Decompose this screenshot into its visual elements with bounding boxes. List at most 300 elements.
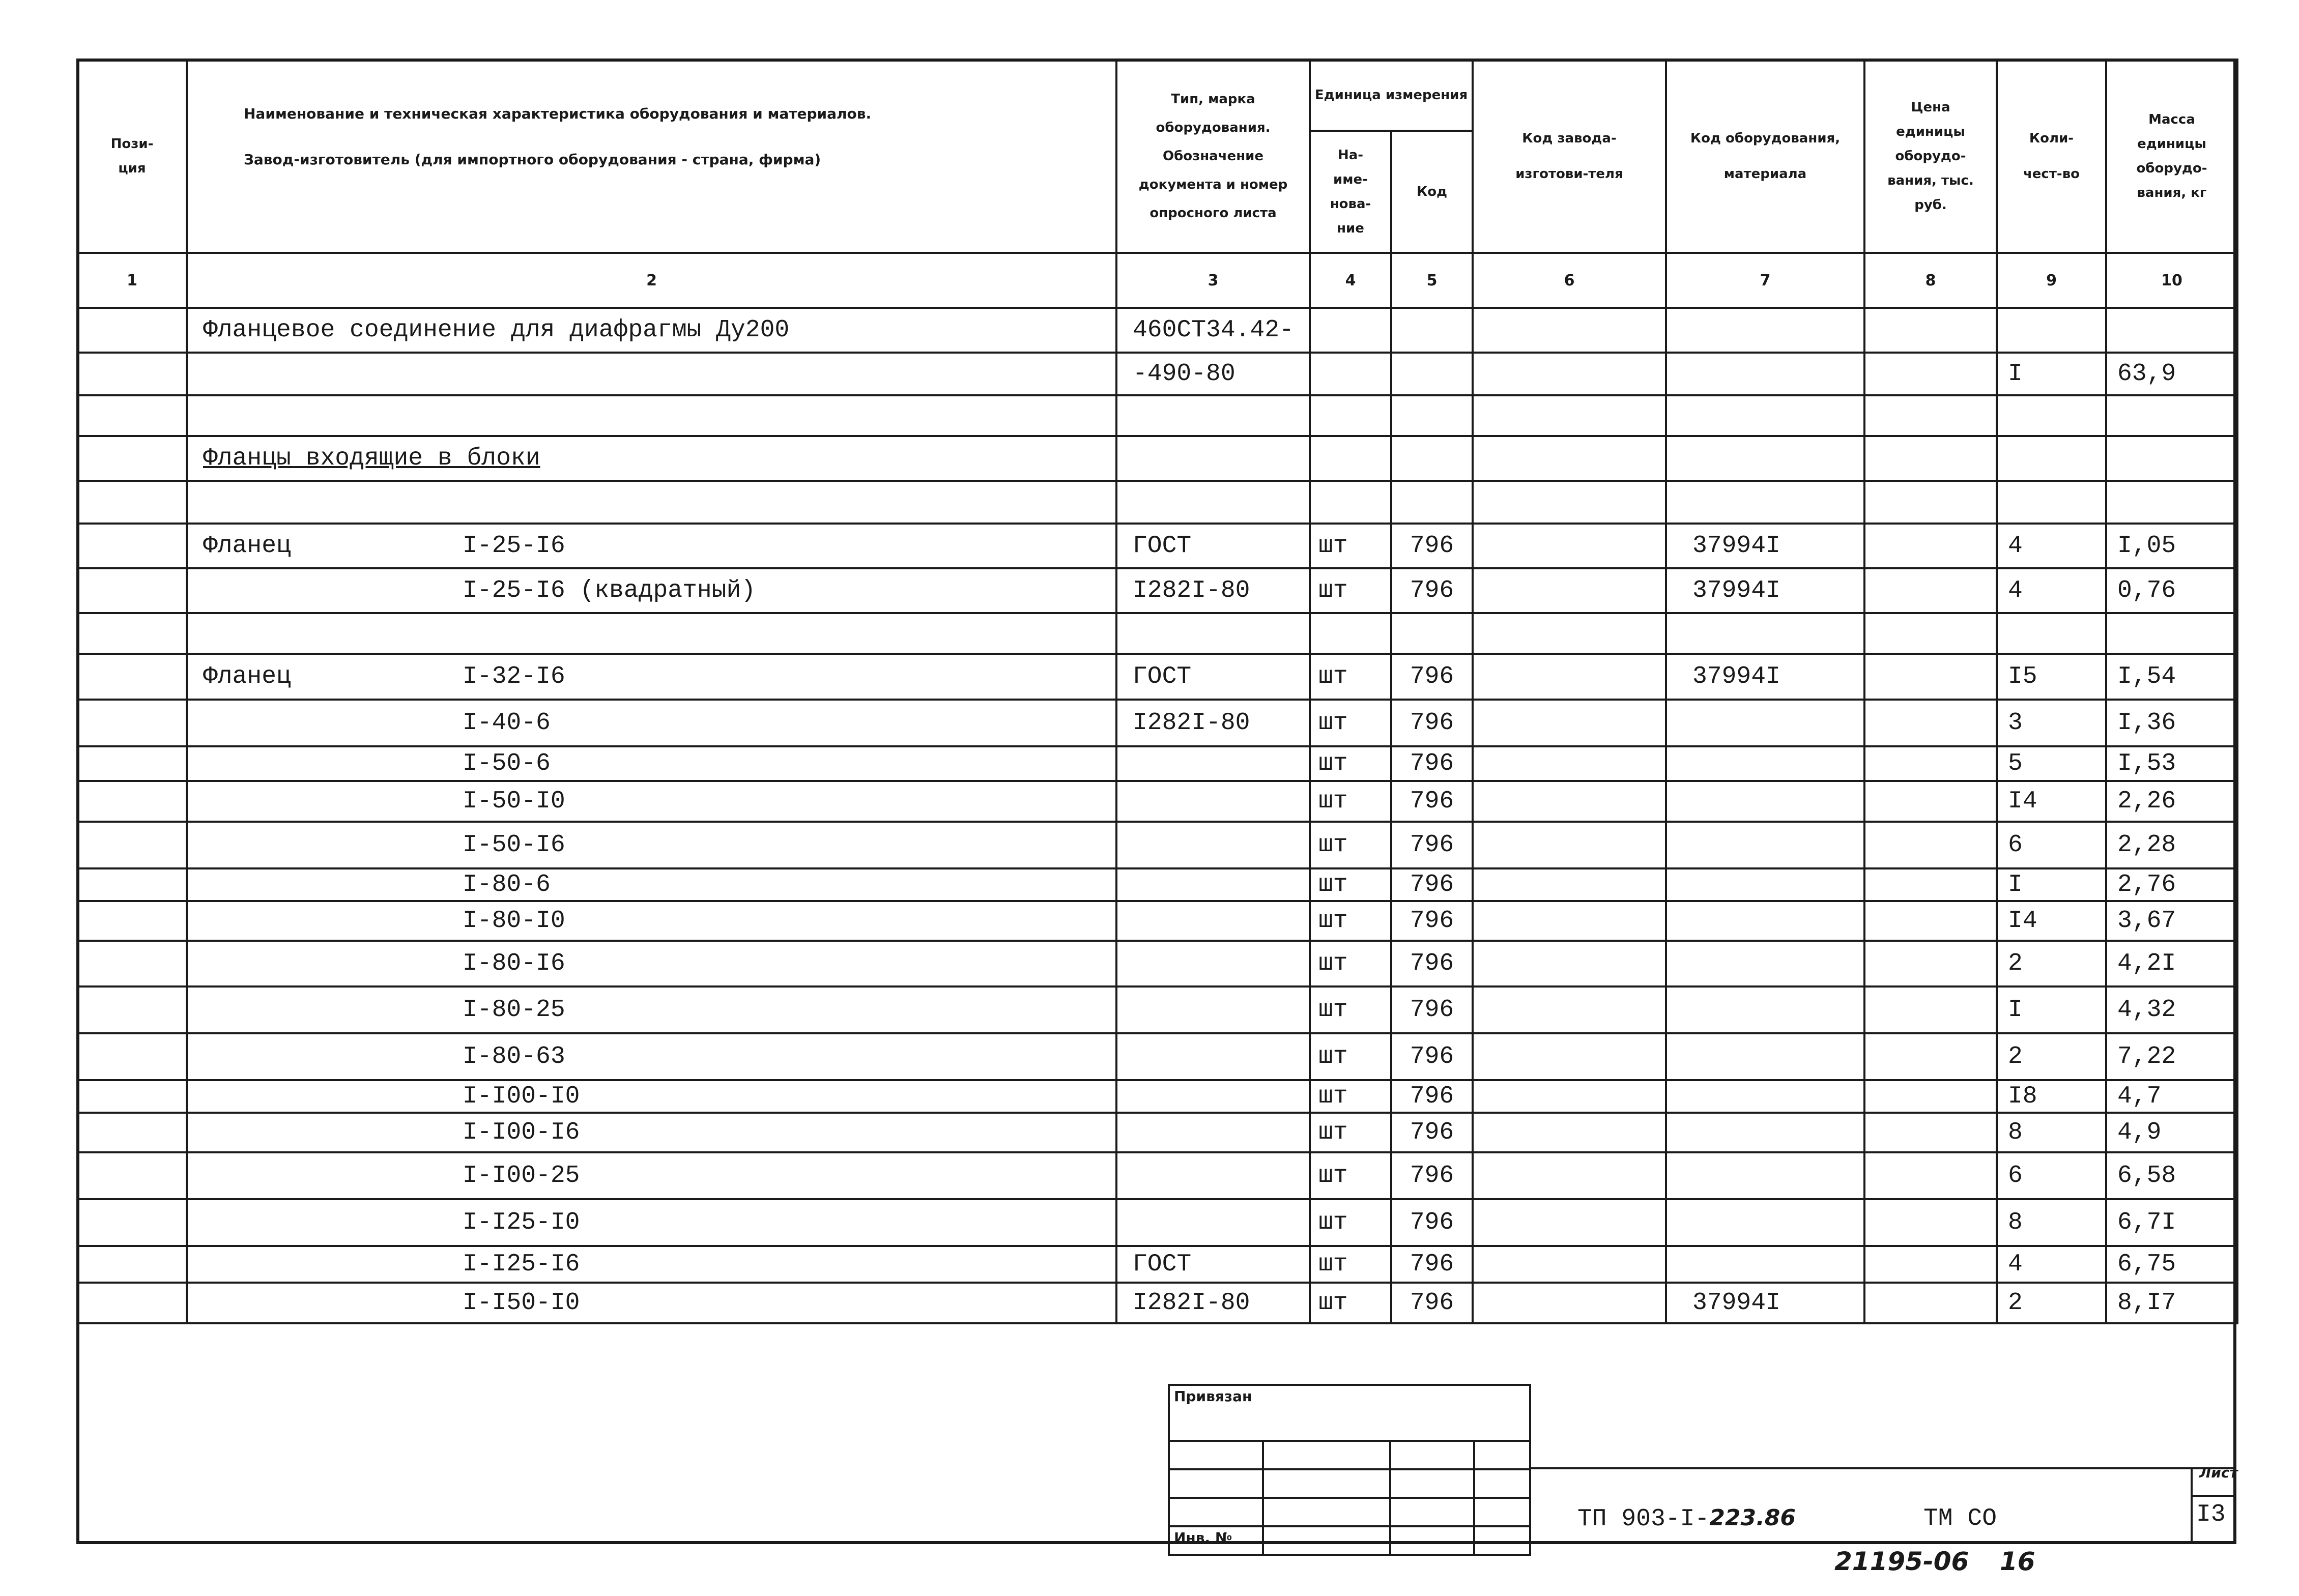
cell-pos [77,1080,187,1113]
cell-equip [1666,436,1864,481]
cell-pos [77,1033,187,1080]
cell-pos [77,700,187,746]
sheet-cell-line [2191,1495,2236,1497]
header-name-line1: Наименование и техническая характеристика оборудования и материалов. [244,105,872,122]
document-handwritten: 223.86 [1709,1505,1796,1531]
cell-type [1116,868,1310,901]
cell-price [1864,986,1997,1033]
cell-type [1116,613,1310,654]
cell-mass [2106,395,2237,436]
bound-label: Привязан [1169,1385,1530,1441]
cell-equip: 37994I [1666,524,1864,568]
cell-price [1864,613,1997,654]
sheet-label: Лист [2199,1464,2238,1481]
cell-price [1864,746,1997,781]
cell-qty: 8 [1997,1199,2106,1246]
cell-plant [1473,901,1666,941]
cell-equip [1666,613,1864,654]
cell-unit [1310,481,1391,524]
cell-name [187,1199,1116,1246]
cell-unit: шт [1310,986,1391,1033]
header-mass: Масса единицы оборудо-вания, кг [2106,60,2237,253]
cell-equip [1666,481,1864,524]
cell-name-designation: I-80-I0 [463,907,565,935]
cell-type: ГОСТ [1116,524,1310,568]
cell-code: 796 [1391,1199,1473,1246]
cell-unit: шт [1310,1113,1391,1152]
table-row [77,524,2237,568]
cell-code: 796 [1391,781,1473,822]
table-row [77,1033,2237,1080]
cell-type [1116,1033,1310,1080]
cell-name-designation: I-I00-I6 [463,1119,580,1146]
cell-name [187,986,1116,1033]
cell-mass: 3,67 [2106,901,2237,941]
cell-unit: шт [1310,868,1391,901]
cell-plant [1473,436,1666,481]
cell-pos [77,986,187,1033]
cell-mass [2106,308,2237,353]
cell-price [1864,1113,1997,1152]
table-row [77,1080,2237,1113]
cell-qty [1997,481,2106,524]
cell-name-main: Фланцы входящие в блоки [203,445,540,472]
cell-qty [1997,395,2106,436]
cell-plant [1473,308,1666,353]
cell-name [187,1033,1116,1080]
cell-unit: шт [1310,1152,1391,1199]
cell-name-main: Фланцевое соединение для диафрагмы Ду200 [203,316,790,344]
cell-code: 796 [1391,941,1473,986]
cell-price [1864,700,1997,746]
cell-code: 796 [1391,822,1473,868]
cell-qty [1997,613,2106,654]
cell-pos [77,1283,187,1323]
cell-code [1391,436,1473,481]
cell-code [1391,353,1473,395]
cell-name [187,868,1116,901]
cell-equip [1666,941,1864,986]
cell-mass: 4,32 [2106,986,2237,1033]
table-row [77,654,2237,700]
document-number [1577,1505,1796,1533]
cell-code: 796 [1391,654,1473,700]
cell-name [187,481,1116,524]
binding-stamp [1168,1384,1531,1556]
cell-pos [77,1113,187,1152]
cell-code [1391,481,1473,524]
cell-name [187,941,1116,986]
table-row [77,941,2237,986]
cell-name-designation: I-80-6 [463,871,551,898]
table-row [77,700,2237,746]
cell-type [1116,436,1310,481]
cell-plant [1473,822,1666,868]
cell-unit: шт [1310,1283,1391,1323]
cell-name-designation: I-40-6 [463,709,551,737]
cell-code [1391,308,1473,353]
cell-type [1116,395,1310,436]
cell-plant [1473,781,1666,822]
column-number: 6 [1473,253,1666,308]
cell-equip [1666,868,1864,901]
cell-unit: шт [1310,1246,1391,1283]
cell-plant [1473,481,1666,524]
cell-pos [77,941,187,986]
cell-plant [1473,700,1666,746]
cell-name [187,1246,1116,1283]
cell-qty: I [1997,353,2106,395]
cell-name-designation: I-25-I6 (квадратный) [463,577,756,604]
column-number: 8 [1864,253,1997,308]
header-quantity: Коли-чест-во [1997,60,2106,253]
cell-name-designation: I-50-I6 [463,831,565,859]
cell-pos [77,901,187,941]
cell-type [1116,1113,1310,1152]
cell-price [1864,353,1997,395]
table-row [77,481,2237,524]
cell-mass: 6,75 [2106,1246,2237,1283]
cell-mass: 7,22 [2106,1033,2237,1080]
cell-equip [1666,1152,1864,1199]
cell-qty [1997,308,2106,353]
cell-name [187,822,1116,868]
cell-unit: шт [1310,822,1391,868]
cell-mass: 4,9 [2106,1113,2237,1152]
table-row [77,1152,2237,1199]
table-row [77,781,2237,822]
cell-qty: I4 [1997,781,2106,822]
cell-qty: 4 [1997,568,2106,613]
cell-code: 796 [1391,868,1473,901]
cell-unit: шт [1310,901,1391,941]
cell-mass: 0,76 [2106,568,2237,613]
header-equipment-code: Код оборудования, материала [1666,60,1864,253]
cell-qty: 5 [1997,746,2106,781]
cell-mass: 2,76 [2106,868,2237,901]
cell-code: 796 [1391,568,1473,613]
cell-code: 796 [1391,1283,1473,1323]
cell-unit [1310,613,1391,654]
column-number: 4 [1310,253,1391,308]
cell-pos [77,1199,187,1246]
header-price: Цена единицы оборудо-вания, тыс. руб. [1864,60,1997,253]
cell-plant [1473,1080,1666,1113]
cell-name [187,1113,1116,1152]
cell-name-designation: I-25-I6 [463,532,565,560]
column-number: 7 [1666,253,1864,308]
cell-pos [77,746,187,781]
cell-price [1864,395,1997,436]
cell-pos [77,568,187,613]
cell-plant [1473,524,1666,568]
cell-name [187,613,1116,654]
cell-pos [77,781,187,822]
cell-name [187,1152,1116,1199]
sheet-number: I3 [2196,1501,2226,1528]
header-plant-code: Код завода-изготови-теля [1473,60,1666,253]
cell-plant [1473,1152,1666,1199]
cell-name [187,654,1116,700]
cell-name [187,700,1116,746]
cell-pos [77,436,187,481]
cell-type: I282I-80 [1116,568,1310,613]
column-number: 2 [187,253,1116,308]
cell-price [1864,822,1997,868]
title-block-top-line [1529,1467,2236,1469]
cell-equip [1666,986,1864,1033]
cell-code [1391,395,1473,436]
cell-mass: 63,9 [2106,353,2237,395]
column-number: 5 [1391,253,1473,308]
cell-name-designation: I-80-25 [463,996,565,1024]
cell-price [1864,1080,1997,1113]
cell-unit [1310,395,1391,436]
cell-code: 796 [1391,1113,1473,1152]
cell-name [187,746,1116,781]
cell-pos [77,524,187,568]
cell-qty: 4 [1997,524,2106,568]
cell-pos [77,353,187,395]
cell-mass [2106,613,2237,654]
cell-qty: 8 [1997,1113,2106,1152]
cell-mass: 2,26 [2106,781,2237,822]
cell-price [1864,524,1997,568]
cell-equip [1666,353,1864,395]
cell-type: 460СТ34.42- [1116,308,1310,353]
cell-qty: 2 [1997,1283,2106,1323]
cell-type [1116,1080,1310,1113]
cell-price [1864,1246,1997,1283]
inv-label: Инв. № [1169,1526,1263,1555]
column-number: 9 [1997,253,2106,308]
cell-mass: I,05 [2106,524,2237,568]
cell-code: 796 [1391,986,1473,1033]
column-number: 3 [1116,253,1310,308]
cell-unit [1310,353,1391,395]
table-row [77,986,2237,1033]
cell-qty: I [1997,868,2106,901]
document-prefix: ТП 903-I- [1577,1505,1710,1533]
archive-number: 21195-06 [1834,1547,1969,1576]
cell-pos [77,613,187,654]
cell-pos [77,1152,187,1199]
table-row [77,308,2237,353]
cell-name-main: Фланец [203,532,291,560]
header-name-line2: Завод-изготовитель (для импортного оборудования - страна, фирма) [244,151,821,168]
cell-unit: шт [1310,654,1391,700]
table-row [77,1199,2237,1246]
cell-type: ГОСТ [1116,1246,1310,1283]
cell-price [1864,1152,1997,1199]
cell-type [1116,746,1310,781]
table-row [77,1283,2237,1323]
table-row [77,395,2237,436]
cell-price [1864,1033,1997,1080]
cell-mass [2106,436,2237,481]
cell-type [1116,986,1310,1033]
cell-equip: 37994I [1666,568,1864,613]
cell-code: 796 [1391,700,1473,746]
cell-name [187,901,1116,941]
cell-price [1864,1283,1997,1323]
cell-unit: шт [1310,1199,1391,1246]
cell-mass: I,54 [2106,654,2237,700]
cell-equip [1666,1033,1864,1080]
cell-mass: 4,2I [2106,941,2237,986]
cell-price [1864,781,1997,822]
cell-name [187,524,1116,568]
header-unit-name: На-име-нова-ние [1310,131,1391,253]
table-row [77,568,2237,613]
cell-name-designation: I-50-6 [463,750,551,777]
cell-name-designation: I-I25-I6 [463,1251,580,1278]
cell-equip [1666,822,1864,868]
cell-mass: 4,7 [2106,1080,2237,1113]
cell-qty [1997,436,2106,481]
table-row [77,901,2237,941]
cell-name-designation: I-80-63 [463,1043,565,1070]
cell-name [187,781,1116,822]
header-type: Тип, марка оборудования. Обозначение документа и номер опросного листа [1116,60,1310,253]
cell-name [187,308,1116,353]
cell-qty: 3 [1997,700,2106,746]
cell-equip: 37994I [1666,654,1864,700]
cell-price [1864,941,1997,986]
cell-code [1391,613,1473,654]
header-position: Пози- ция [77,60,187,253]
cell-plant [1473,1283,1666,1323]
table-row [77,1113,2237,1152]
header-unit-code: Код [1391,131,1473,253]
cell-plant [1473,746,1666,781]
cell-code: 796 [1391,524,1473,568]
cell-type [1116,1152,1310,1199]
cell-plant [1473,353,1666,395]
table-row [77,436,2237,481]
cell-plant [1473,941,1666,986]
cell-name [187,1283,1116,1323]
cell-equip [1666,1246,1864,1283]
cell-qty: 4 [1997,1246,2106,1283]
cell-plant [1473,1033,1666,1080]
cell-name-designation: I-32-I6 [463,663,565,690]
cell-code: 796 [1391,1152,1473,1199]
table-row [77,822,2237,868]
cell-name-designation: I-I00-25 [463,1162,580,1189]
cell-equip [1666,746,1864,781]
cell-type: I282I-80 [1116,700,1310,746]
cell-mass: 8,I7 [2106,1283,2237,1323]
cell-type [1116,941,1310,986]
cell-type [1116,1199,1310,1246]
cell-type [1116,481,1310,524]
cell-equip [1666,395,1864,436]
cell-qty: I4 [1997,901,2106,941]
cell-type [1116,901,1310,941]
cell-pos [77,1246,187,1283]
cell-code: 796 [1391,1246,1473,1283]
cell-mass: I,36 [2106,700,2237,746]
cell-price [1864,308,1997,353]
cell-price [1864,568,1997,613]
cell-name [187,436,1116,481]
cell-mass [2106,481,2237,524]
cell-unit: шт [1310,746,1391,781]
document-section: ТМ СО [1923,1505,1997,1532]
cell-pos [77,395,187,436]
cell-type [1116,822,1310,868]
cell-price [1864,481,1997,524]
cell-equip [1666,901,1864,941]
cell-name-designation: I-80-I6 [463,950,565,977]
cell-code: 796 [1391,746,1473,781]
cell-plant [1473,1199,1666,1246]
column-numbers-row [77,253,2237,308]
cell-unit: шт [1310,700,1391,746]
cell-equip [1666,1199,1864,1246]
cell-price [1864,654,1997,700]
cell-type [1116,781,1310,822]
cell-plant [1473,986,1666,1033]
cell-price [1864,901,1997,941]
column-number: 1 [77,253,187,308]
cell-pos [77,654,187,700]
cell-name-main: Фланец [203,663,291,690]
table-row [77,353,2237,395]
cell-name [187,353,1116,395]
cell-type: I282I-80 [1116,1283,1310,1323]
cell-plant [1473,613,1666,654]
cell-name [187,568,1116,613]
cell-unit: шт [1310,568,1391,613]
column-number: 10 [2106,253,2237,308]
cell-name-designation: I-I50-I0 [463,1289,580,1317]
cell-unit [1310,308,1391,353]
specification-table [76,59,2238,1324]
cell-equip [1666,308,1864,353]
cell-unit: шт [1310,1033,1391,1080]
table-row [77,1246,2237,1283]
cell-price [1864,868,1997,901]
cell-qty: 2 [1997,1033,2106,1080]
cell-pos [77,822,187,868]
cell-qty: 2 [1997,941,2106,986]
cell-code: 796 [1391,1080,1473,1113]
cell-mass: 6,58 [2106,1152,2237,1199]
cell-name-designation: I-I25-I0 [463,1209,580,1236]
cell-qty: 6 [1997,822,2106,868]
cell-type: ГОСТ [1116,654,1310,700]
table-row [77,868,2237,901]
cell-code: 796 [1391,1033,1473,1080]
cell-equip [1666,781,1864,822]
cell-plant [1473,568,1666,613]
cell-unit: шт [1310,781,1391,822]
cell-plant [1473,395,1666,436]
cell-qty: 6 [1997,1152,2106,1199]
cell-equip [1666,1113,1864,1152]
cell-equip [1666,1080,1864,1113]
archive-sheet: 16 [2000,1547,2035,1576]
cell-pos [77,868,187,901]
cell-qty: I5 [1997,654,2106,700]
cell-type: -490-80 [1116,353,1310,395]
cell-unit: шт [1310,1080,1391,1113]
cell-name [187,395,1116,436]
cell-plant [1473,1113,1666,1152]
cell-unit [1310,436,1391,481]
